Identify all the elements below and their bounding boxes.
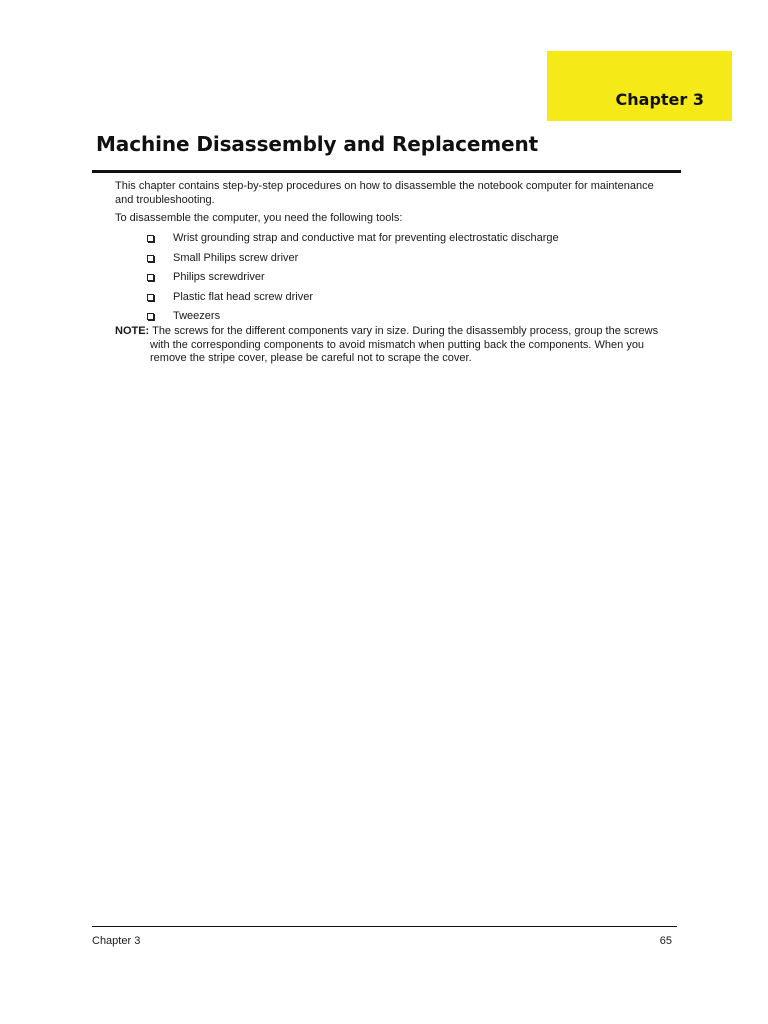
title-rule: [92, 170, 681, 173]
intro-paragraph: This chapter contains step-by-step procedures on how to disassemble the notebook computer for maintenance and troubleshooting.: [115, 180, 654, 206]
checkbox-bullet-icon: [147, 235, 154, 242]
checkbox-bullet-icon: [147, 294, 154, 301]
note-text: The screws for the different components vary in size. During the disassembly process, group the screws with the corresponding components to avoid mismatch when putting back the components. When you remove the stripe cover, please be careful not to scrape the cover.: [150, 325, 659, 364]
tool-label: Wrist grounding strap and conductive mat for preventing electrostatic discharge: [173, 232, 559, 244]
list-item: [147, 231, 559, 251]
page-number: 65: [659, 935, 672, 947]
note-paragraph: [115, 325, 665, 366]
list-item: [147, 251, 559, 271]
chapter-tab-label: Chapter 3: [615, 90, 704, 109]
tool-label: Plastic flat head screw driver: [173, 290, 313, 303]
tool-label: Philips screwdriver: [173, 271, 265, 284]
checkbox-bullet-icon: [147, 274, 154, 281]
checkbox-bullet-icon: [147, 255, 154, 262]
tools-intro: To disassemble the computer, you need the following tools:: [115, 212, 403, 224]
chapter-tab: [547, 51, 732, 121]
checkbox-bullet-icon: [147, 313, 154, 320]
footer-chapter: Chapter 3: [92, 935, 141, 947]
list-item: [147, 290, 559, 310]
tool-label: Small Philips screw driver: [173, 251, 299, 264]
tool-list: [147, 231, 559, 329]
list-item: [147, 270, 559, 290]
tool-label: Tweezers: [173, 310, 221, 323]
note-label: NOTE:: [115, 325, 150, 337]
footer-rule: [92, 926, 677, 927]
page-title: Machine Disassembly and Replacement: [96, 132, 539, 156]
